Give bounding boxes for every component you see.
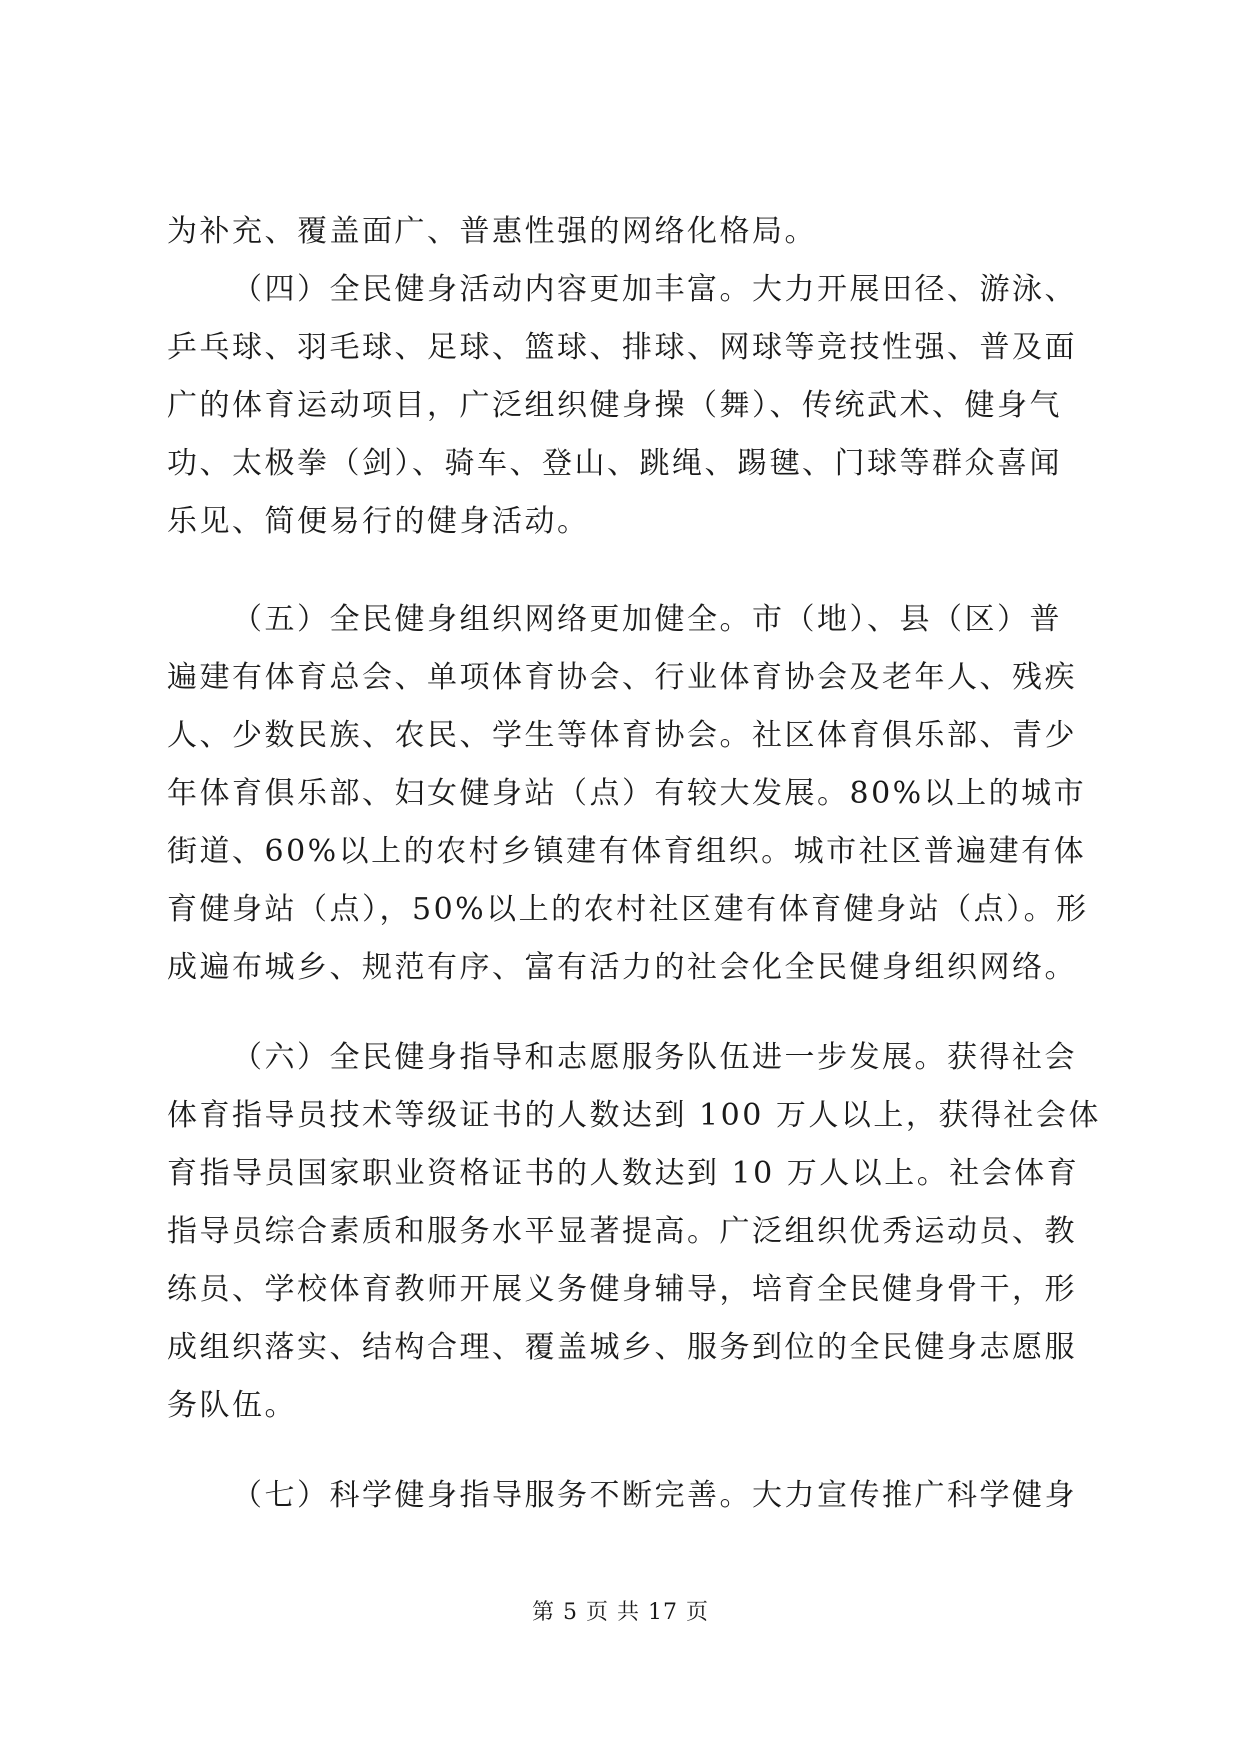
- text-line-15: 体育指导员技术等级证书的人数达到 100 万人以上，获得社会体: [167, 1098, 1101, 1133]
- text-line-14: （六）全民健身指导和志愿服务队伍进一步发展。获得社会: [232, 1040, 1077, 1075]
- page-number-footer: 第 5 页 共 17 页: [532, 1600, 709, 1625]
- text-line-19: 成组织落实、结构合理、覆盖城乡、服务到位的全民健身志愿服: [167, 1330, 1077, 1365]
- text-line-20: 务队伍。: [167, 1388, 297, 1423]
- text-line-16: 育指导员国家职业资格证书的人数达到 10 万人以上。社会体育: [167, 1156, 1080, 1191]
- text-line-2: （四）全民健身活动内容更加丰富。大力开展田径、游泳、: [232, 272, 1077, 307]
- text-line-9: 人、少数民族、农民、学生等体育协会。社区体育俱乐部、青少: [167, 718, 1077, 753]
- text-line-3: 乒乓球、羽毛球、足球、篮球、排球、网球等竞技性强、普及面: [167, 330, 1077, 365]
- text-line-7: （五）全民健身组织网络更加健全。市（地）、县（区）普: [232, 602, 1062, 637]
- text-line-18: 练员、学校体育教师开展义务健身辅导，培育全民健身骨干，形: [167, 1272, 1077, 1307]
- text-line-17: 指导员综合素质和服务水平显著提高。广泛组织优秀运动员、教: [167, 1214, 1077, 1249]
- text-line-11: 街道、60%以上的农村乡镇建有体育组织。城市社区普遍建有体: [167, 834, 1087, 869]
- text-line-8: 遍建有体育总会、单项体育协会、行业体育协会及老年人、残疾: [167, 660, 1077, 695]
- text-line-12: 育健身站（点），50%以上的农村社区建有体育健身站（点）。形: [167, 892, 1089, 927]
- text-line-1: 为补充、覆盖面广、普惠性强的网络化格局。: [167, 214, 817, 249]
- text-line-21: （七）科学健身指导服务不断完善。大力宣传推广科学健身: [232, 1478, 1077, 1513]
- text-line-4: 广的体育运动项目，广泛组织健身操（舞）、传统武术、健身气: [167, 388, 1062, 423]
- text-line-10: 年体育俱乐部、妇女健身站（点）有较大发展。80%以上的城市: [167, 776, 1087, 811]
- text-line-6: 乐见、简便易行的健身活动。: [167, 504, 590, 539]
- text-line-5: 功、太极拳（剑）、骑车、登山、跳绳、踢毽、门球等群众喜闻: [167, 446, 1062, 481]
- text-line-13: 成遍布城乡、规范有序、富有活力的社会化全民健身组织网络。: [167, 950, 1077, 985]
